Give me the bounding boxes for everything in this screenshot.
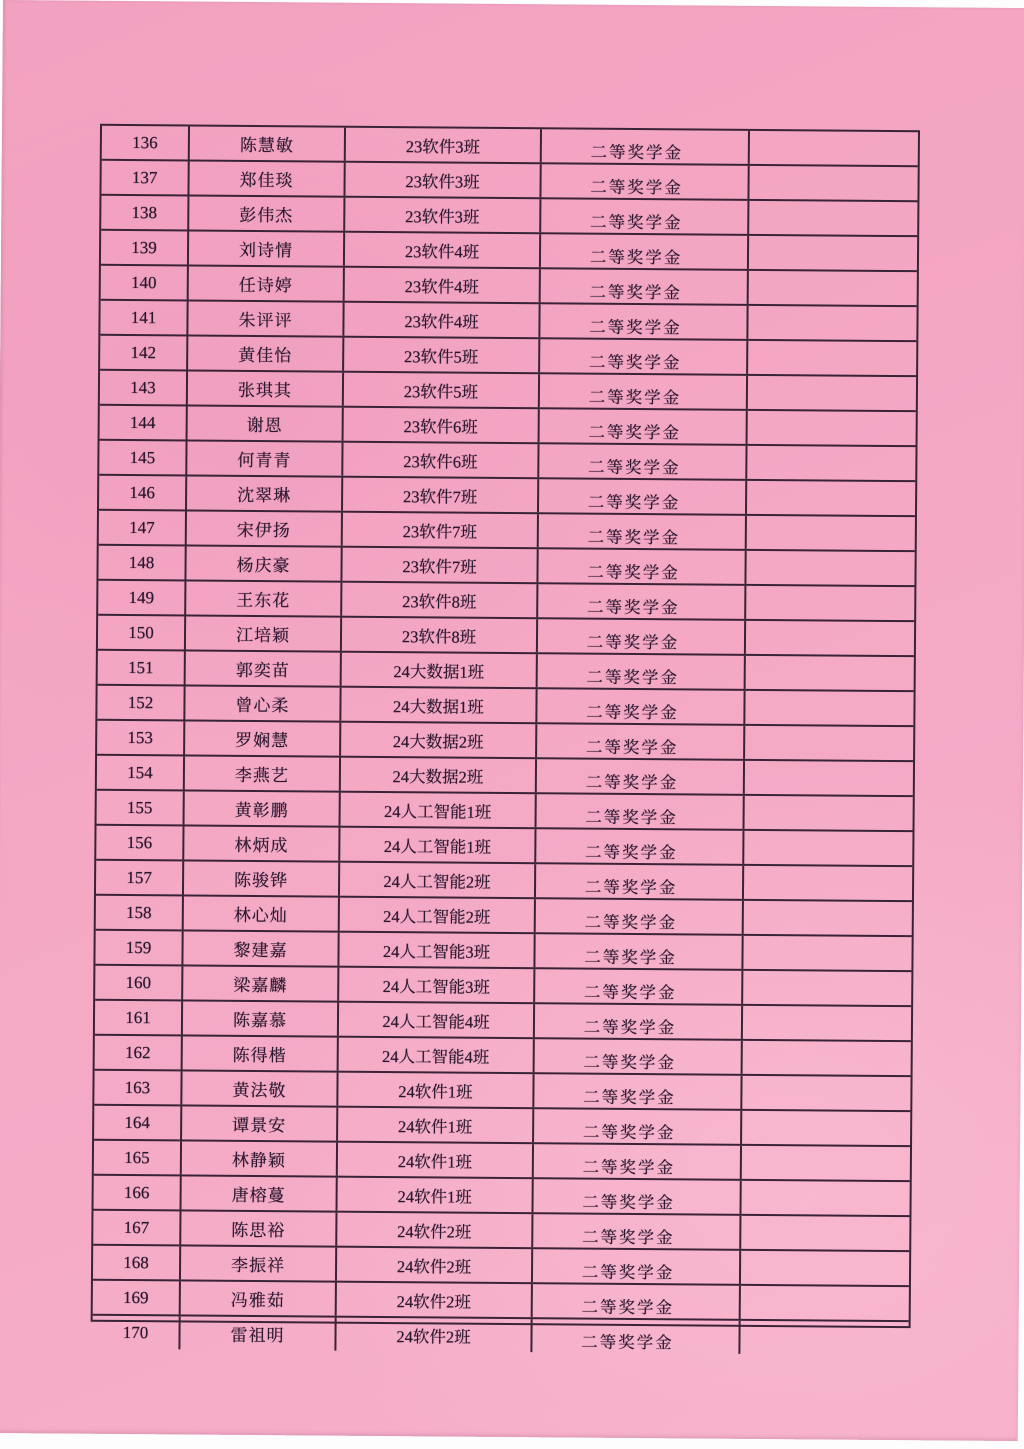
class-cell: 24人工智能3班 bbox=[339, 968, 535, 1003]
class-cell: 24人工智能1班 bbox=[340, 828, 536, 863]
remark-cell bbox=[743, 1006, 911, 1040]
student-name-cell: 任诗婷 bbox=[189, 266, 345, 300]
class-cell: 24大数据2班 bbox=[341, 758, 537, 793]
award-level-cell: 二等奖学金 bbox=[540, 374, 748, 409]
award-level-cell: 二等奖学金 bbox=[539, 514, 747, 549]
student-name-cell: 沈翠琳 bbox=[187, 476, 343, 510]
class-cell: 23软件5班 bbox=[344, 338, 540, 373]
class-cell: 24大数据1班 bbox=[341, 688, 537, 723]
award-level-cell: 二等奖学金 bbox=[535, 934, 743, 969]
student-name-cell: 郭奕苗 bbox=[186, 651, 342, 685]
class-cell: 23软件7班 bbox=[343, 478, 539, 513]
serial-number-cell: 170 bbox=[92, 1316, 180, 1350]
award-level-cell: 二等奖学金 bbox=[533, 1214, 741, 1249]
class-cell: 23软件3班 bbox=[345, 198, 541, 233]
student-name-cell: 陈思裕 bbox=[181, 1211, 337, 1245]
award-level-cell: 二等奖学金 bbox=[540, 409, 748, 444]
serial-number-cell: 145 bbox=[99, 441, 187, 475]
award-level-cell: 二等奖学金 bbox=[539, 444, 747, 479]
serial-number-cell: 136 bbox=[102, 126, 190, 160]
remark-cell bbox=[745, 691, 913, 725]
award-level-cell: 二等奖学金 bbox=[539, 479, 747, 514]
award-level-cell: 二等奖学金 bbox=[540, 339, 748, 374]
award-level-cell: 二等奖学金 bbox=[537, 689, 745, 724]
serial-number-cell: 148 bbox=[98, 546, 186, 580]
remark-cell bbox=[743, 971, 911, 1005]
award-level-cell: 二等奖学金 bbox=[533, 1179, 741, 1214]
serial-number-cell: 137 bbox=[101, 161, 189, 195]
remark-cell bbox=[743, 936, 911, 970]
serial-number-cell: 157 bbox=[96, 861, 184, 895]
class-cell: 23软件6班 bbox=[344, 408, 540, 443]
remark-cell bbox=[749, 271, 917, 305]
serial-number-cell: 154 bbox=[97, 756, 185, 790]
table-row bbox=[92, 1316, 908, 1355]
remark-cell bbox=[741, 1181, 909, 1215]
award-level-cell: 二等奖学金 bbox=[533, 1249, 741, 1284]
student-name-cell: 梁嘉麟 bbox=[183, 966, 339, 1000]
award-level-cell: 二等奖学金 bbox=[538, 584, 746, 619]
student-name-cell: 王东花 bbox=[186, 581, 342, 615]
serial-number-cell: 160 bbox=[95, 966, 183, 1000]
student-name-cell: 李燕艺 bbox=[185, 756, 341, 790]
remark-cell bbox=[741, 1216, 909, 1250]
student-name-cell: 林心灿 bbox=[184, 896, 340, 930]
class-cell: 24人工智能1班 bbox=[341, 793, 537, 828]
remark-cell bbox=[747, 446, 915, 480]
class-cell: 24软件1班 bbox=[338, 1143, 534, 1178]
remark-cell bbox=[741, 1251, 909, 1285]
student-name-cell: 郑佳琰 bbox=[189, 161, 345, 195]
award-level-cell: 二等奖学金 bbox=[538, 549, 746, 584]
serial-number-cell: 159 bbox=[95, 931, 183, 965]
remark-cell bbox=[749, 236, 917, 270]
serial-number-cell: 166 bbox=[94, 1176, 182, 1210]
award-level-cell: 二等奖学金 bbox=[538, 619, 746, 654]
student-name-cell: 罗娴慧 bbox=[185, 721, 341, 755]
remark-cell bbox=[747, 516, 915, 550]
serial-number-cell: 140 bbox=[101, 266, 189, 300]
serial-number-cell: 163 bbox=[94, 1071, 182, 1105]
serial-number-cell: 144 bbox=[100, 406, 188, 440]
award-level-cell: 二等奖学金 bbox=[536, 829, 744, 864]
remark-cell bbox=[746, 656, 914, 690]
remark-cell bbox=[745, 761, 913, 795]
student-name-cell: 黄彰鹏 bbox=[185, 791, 341, 825]
remark-cell bbox=[746, 551, 914, 585]
remark-cell bbox=[744, 831, 912, 865]
class-cell: 24人工智能4班 bbox=[339, 1003, 535, 1038]
student-name-cell: 冯雅茹 bbox=[181, 1281, 337, 1315]
student-name-cell: 朱评评 bbox=[188, 301, 344, 335]
remark-cell bbox=[745, 726, 913, 760]
student-name-cell: 黎建嘉 bbox=[183, 931, 339, 965]
serial-number-cell: 162 bbox=[95, 1036, 183, 1070]
remark-cell bbox=[748, 306, 916, 340]
class-cell: 23软件7班 bbox=[342, 548, 538, 583]
remark-cell bbox=[742, 1111, 910, 1145]
class-cell: 24软件1班 bbox=[338, 1108, 534, 1143]
class-cell: 24大数据1班 bbox=[342, 653, 538, 688]
serial-number-cell: 141 bbox=[100, 301, 188, 335]
class-cell: 23软件4班 bbox=[345, 268, 541, 303]
award-level-cell: 二等奖学金 bbox=[541, 234, 749, 269]
student-name-cell: 黄佳怡 bbox=[188, 336, 344, 370]
class-cell: 24软件2班 bbox=[337, 1283, 533, 1318]
class-cell: 23软件6班 bbox=[343, 443, 539, 478]
serial-number-cell: 165 bbox=[94, 1141, 182, 1175]
award-level-cell: 二等奖学金 bbox=[536, 864, 744, 899]
class-cell: 24人工智能2班 bbox=[340, 863, 536, 898]
remark-cell bbox=[748, 411, 916, 445]
class-cell: 24软件2班 bbox=[337, 1248, 533, 1283]
remark-cell bbox=[742, 1076, 910, 1110]
class-cell: 23软件8班 bbox=[342, 618, 538, 653]
student-name-cell: 陈骏铧 bbox=[184, 861, 340, 895]
remark-cell bbox=[749, 201, 917, 235]
class-cell: 24人工智能4班 bbox=[339, 1038, 535, 1073]
award-level-cell: 二等奖学金 bbox=[535, 1004, 743, 1039]
award-level-cell: 二等奖学金 bbox=[533, 1284, 741, 1319]
serial-number-cell: 142 bbox=[100, 336, 188, 370]
serial-number-cell: 161 bbox=[95, 1001, 183, 1035]
student-name-cell: 张琪其 bbox=[188, 371, 344, 405]
class-cell: 24软件1班 bbox=[338, 1073, 534, 1108]
serial-number-cell: 155 bbox=[97, 791, 185, 825]
serial-number-cell: 156 bbox=[96, 826, 184, 860]
award-level-cell: 二等奖学金 bbox=[537, 724, 745, 759]
student-name-cell: 雷祖明 bbox=[180, 1316, 336, 1350]
serial-number-cell: 164 bbox=[94, 1106, 182, 1140]
award-level-cell: 二等奖学金 bbox=[537, 759, 745, 794]
award-level-cell: 二等奖学金 bbox=[542, 129, 750, 164]
class-cell: 24软件1班 bbox=[338, 1178, 534, 1213]
award-level-cell: 二等奖学金 bbox=[541, 269, 749, 304]
student-name-cell: 江培颖 bbox=[186, 616, 342, 650]
serial-number-cell: 143 bbox=[100, 371, 188, 405]
award-level-cell: 二等奖学金 bbox=[532, 1319, 740, 1354]
award-level-cell: 二等奖学金 bbox=[536, 899, 744, 934]
remark-cell bbox=[746, 621, 914, 655]
award-level-cell: 二等奖学金 bbox=[541, 199, 749, 234]
remark-cell bbox=[748, 376, 916, 410]
class-cell: 23软件4班 bbox=[344, 303, 540, 338]
award-level-cell: 二等奖学金 bbox=[534, 1074, 742, 1109]
award-level-cell: 二等奖学金 bbox=[540, 304, 748, 339]
award-level-cell: 二等奖学金 bbox=[534, 1109, 742, 1144]
award-level-cell: 二等奖学金 bbox=[535, 1039, 743, 1074]
student-name-cell: 陈慧敏 bbox=[190, 126, 346, 160]
remark-cell bbox=[745, 796, 913, 830]
student-name-cell: 谭景安 bbox=[182, 1106, 338, 1140]
student-name-cell: 何青青 bbox=[187, 441, 343, 475]
award-level-cell: 二等奖学金 bbox=[535, 969, 743, 1004]
remark-cell bbox=[744, 901, 912, 935]
class-cell: 24软件2班 bbox=[337, 1213, 533, 1248]
student-name-cell: 林静颖 bbox=[182, 1141, 338, 1175]
remark-cell bbox=[743, 1041, 911, 1075]
serial-number-cell: 150 bbox=[98, 616, 186, 650]
class-cell: 23软件8班 bbox=[342, 583, 538, 618]
class-cell: 23软件5班 bbox=[344, 373, 540, 408]
class-cell: 24软件2班 bbox=[336, 1318, 532, 1353]
serial-number-cell: 146 bbox=[99, 476, 187, 510]
student-name-cell: 曾心柔 bbox=[185, 686, 341, 720]
serial-number-cell: 149 bbox=[98, 581, 186, 615]
serial-number-cell: 138 bbox=[101, 196, 189, 230]
serial-number-cell: 152 bbox=[97, 686, 185, 720]
serial-number-cell: 167 bbox=[93, 1211, 181, 1245]
student-name-cell: 陈嘉慕 bbox=[183, 1001, 339, 1035]
student-name-cell: 谢恩 bbox=[188, 406, 344, 440]
remark-cell bbox=[748, 341, 916, 375]
serial-number-cell: 139 bbox=[101, 231, 189, 265]
serial-number-cell: 158 bbox=[96, 896, 184, 930]
student-name-cell: 宋伊扬 bbox=[187, 511, 343, 545]
class-cell: 23软件3班 bbox=[346, 128, 542, 163]
student-name-cell: 李振祥 bbox=[181, 1246, 337, 1280]
remark-cell bbox=[750, 131, 918, 165]
class-cell: 24人工智能3班 bbox=[339, 933, 535, 968]
remark-cell bbox=[742, 1146, 910, 1180]
remark-cell bbox=[749, 166, 917, 200]
remark-cell bbox=[741, 1286, 909, 1320]
student-name-cell: 陈得楷 bbox=[183, 1036, 339, 1070]
student-name-cell: 彭伟杰 bbox=[189, 196, 345, 230]
scholarship-roster-table bbox=[91, 124, 920, 1353]
remark-cell bbox=[747, 481, 915, 515]
class-cell: 23软件4班 bbox=[345, 233, 541, 268]
award-level-cell: 二等奖学金 bbox=[534, 1144, 742, 1179]
serial-number-cell: 151 bbox=[98, 651, 186, 685]
remark-cell bbox=[746, 586, 914, 620]
serial-number-cell: 153 bbox=[97, 721, 185, 755]
remark-cell bbox=[740, 1321, 908, 1355]
class-cell: 23软件7班 bbox=[343, 513, 539, 548]
class-cell: 24大数据2班 bbox=[341, 723, 537, 758]
class-cell: 23软件3班 bbox=[345, 163, 541, 198]
serial-number-cell: 169 bbox=[93, 1281, 181, 1315]
student-name-cell: 杨庆豪 bbox=[186, 546, 342, 580]
serial-number-cell: 147 bbox=[99, 511, 187, 545]
serial-number-cell: 168 bbox=[93, 1246, 181, 1280]
student-name-cell: 唐榕蔓 bbox=[182, 1176, 338, 1210]
award-level-cell: 二等奖学金 bbox=[537, 794, 745, 829]
award-level-cell: 二等奖学金 bbox=[541, 164, 749, 199]
class-cell: 24人工智能2班 bbox=[340, 898, 536, 933]
student-name-cell: 刘诗情 bbox=[189, 231, 345, 265]
award-level-cell: 二等奖学金 bbox=[538, 654, 746, 689]
student-name-cell: 黄法敬 bbox=[182, 1071, 338, 1105]
student-name-cell: 林炳成 bbox=[184, 826, 340, 860]
remark-cell bbox=[744, 866, 912, 900]
